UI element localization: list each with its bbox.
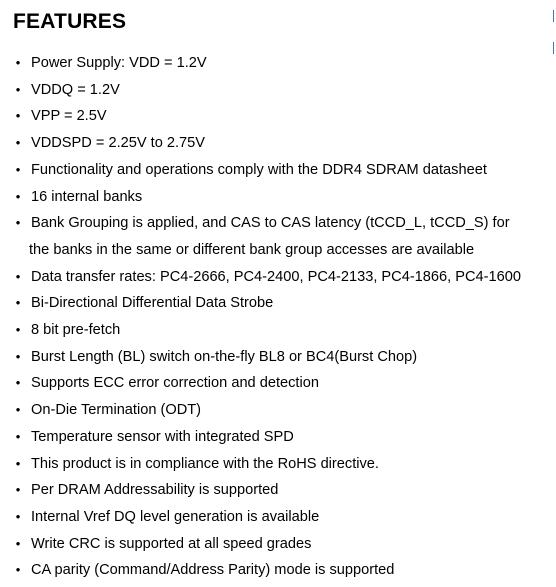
bullet-icon: • bbox=[15, 295, 21, 311]
bullet-icon: • bbox=[15, 322, 21, 338]
feature-item bbox=[0, 103, 545, 130]
feature-item bbox=[0, 77, 545, 104]
bullet-icon: • bbox=[15, 375, 21, 391]
bullet-icon: • bbox=[15, 348, 21, 364]
bullet-icon: • bbox=[15, 482, 21, 498]
bullet-icon: • bbox=[15, 108, 21, 124]
feature-item bbox=[0, 50, 545, 77]
feature-item bbox=[0, 317, 545, 344]
feature-list bbox=[0, 50, 545, 584]
feature-text: Power Supply: VDD = 1.2V bbox=[31, 55, 207, 71]
bullet-icon: • bbox=[15, 188, 21, 204]
feature-text-continuation: the banks in the same or different bank group accesses are available bbox=[29, 241, 475, 258]
feature-text: Bi-Directional Differential Data Strobe bbox=[31, 295, 274, 312]
bullet-icon: • bbox=[15, 428, 21, 444]
bullet-icon: • bbox=[15, 81, 21, 97]
feature-item bbox=[0, 370, 545, 397]
bullet-icon: • bbox=[15, 268, 21, 284]
feature-text: Per DRAM Addressability is supported bbox=[31, 482, 279, 499]
feature-text: VPP = 2.5V bbox=[31, 108, 107, 125]
edge-marker-bottom bbox=[553, 42, 554, 54]
feature-text: Bank Grouping is applied, and CAS to CAS latency (tCCD_L, tCCD_S) for bbox=[31, 215, 510, 232]
feature-item bbox=[0, 157, 545, 184]
feature-text: Supports ECC error correction and detection bbox=[31, 375, 319, 392]
bullet-icon: • bbox=[15, 135, 21, 151]
feature-text: Temperature sensor with integrated SPD bbox=[31, 428, 294, 445]
feature-item bbox=[0, 344, 545, 371]
bullet-icon: • bbox=[15, 455, 21, 471]
feature-text: VDDSPD = 2.25V to 2.75V bbox=[31, 135, 206, 152]
feature-item bbox=[0, 424, 545, 451]
feature-text: 16 internal banks bbox=[31, 188, 143, 205]
bullet-icon: • bbox=[15, 402, 21, 418]
feature-text: Data transfer rates: PC4-2666, PC4-2400, PC4-2133, PC4-1866, PC4-1600 bbox=[31, 268, 521, 285]
bullet-icon: • bbox=[15, 535, 21, 551]
feature-item bbox=[0, 504, 545, 531]
bullet-icon: • bbox=[15, 562, 21, 578]
edge-marker-top bbox=[553, 10, 554, 22]
feature-item bbox=[0, 397, 545, 424]
feature-item bbox=[0, 451, 545, 478]
feature-item bbox=[0, 184, 545, 211]
feature-item bbox=[0, 531, 545, 558]
feature-text: Write CRC is supported at all speed grades bbox=[31, 535, 312, 552]
bullet-icon: • bbox=[15, 508, 21, 524]
bullet-icon: • bbox=[15, 161, 21, 177]
feature-text: Functionality and operations comply with the DDR4 SDRAM datasheet bbox=[31, 161, 487, 178]
feature-item bbox=[0, 290, 545, 317]
feature-text: 8 bit pre-fetch bbox=[31, 322, 121, 339]
feature-item bbox=[0, 477, 545, 504]
feature-item bbox=[0, 210, 545, 263]
feature-text: Internal Vref DQ level generation is available bbox=[31, 508, 320, 525]
feature-text: VDDQ = 1.2V bbox=[31, 81, 120, 98]
feature-item bbox=[0, 557, 545, 584]
feature-text: Burst Length (BL) switch on-the-fly BL8 or BC4(Burst Chop) bbox=[31, 348, 418, 365]
bullet-icon: • bbox=[15, 55, 21, 70]
feature-text: CA parity (Command/Address Parity) mode is supported bbox=[31, 562, 395, 579]
section-title: FEATURES bbox=[13, 10, 127, 33]
bullet-icon: • bbox=[15, 215, 21, 231]
feature-item bbox=[0, 130, 545, 157]
feature-item bbox=[0, 264, 545, 291]
feature-text: On-Die Termination (ODT) bbox=[31, 402, 202, 419]
feature-text: This product is in compliance with the RoHS directive. bbox=[31, 455, 379, 472]
